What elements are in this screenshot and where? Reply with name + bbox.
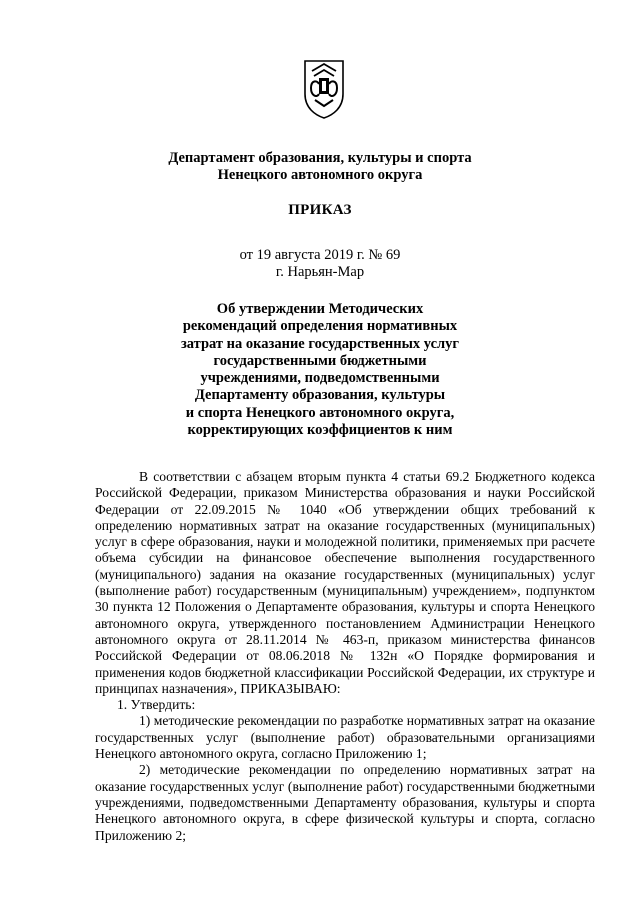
department-line-2: Ненецкого автономного округа xyxy=(217,167,423,183)
item-1-1: 1) методические рекомендации по разработке нормативных затрат на оказание государственных услуг (выполнение работ) образовательными организациями Ненецкого автономного округа, согласно Приложению 1; xyxy=(95,713,595,762)
document-type: ПРИКАЗ xyxy=(288,202,352,218)
item-1-2: 2) методические рекомендации по определению нормативных затрат на оказание государственных услуг (выполнение работ) государственными бюджетными учреждениями, подведомственными Департаменту образования, культуры и спорта Ненецкого автономного округа, в сфере физической культуры и спорта, согласно Приложению 2; xyxy=(95,762,595,843)
subject-line: государственными бюджетными xyxy=(213,352,427,369)
date-line: от 19 августа 2019 г. № 69 xyxy=(239,247,401,263)
place-line: г. Нарьян-Мар xyxy=(275,264,365,280)
preamble-paragraph: В соответствии с абзацем вторым пункта 4 статьи 69.2 Бюджетного кодекса Российской Федерации, приказом Министерства образования и науки Российской Федерации от 22.09.2015 № 1040 «Об утверждении общих требований к определению нормативных затрат на оказание государственных (муниципальных) услуг в сфере образования, науки и молодежной политики, применяемых при расчете объема субсидии на финансовое обеспечение выполнения государственного (муниципального) задания на оказание государственных (муниципальных) услуг (выполнение работ) государственным (муниципальным) учреждением», подпунктом 30 пункта 12 Положения о Департаменте образования, культуры и спорта Ненецкого автономного округа, утвержденного постановлением Администрации Ненецкого автономного округа от 28.11.2014 № 463-п, приказом министерства финансов Российской Федерации от 08.06.2018 № 132н «О Порядке формирования и применения кодов бюджетной классификации Российской Федерации, их структуре и принципах назначения», ПРИКАЗЫВАЮ: xyxy=(95,469,595,696)
subject-line: Департаменту образования, культуры xyxy=(194,387,446,404)
subject-line: корректирующих коэффициентов к ним xyxy=(187,422,453,439)
item-1: 1. Утвердить: xyxy=(117,697,196,713)
subject-line: рекомендаций определения нормативных xyxy=(182,318,458,335)
subject-line: учреждениями, подведомственными xyxy=(200,370,440,387)
subject-line: Об утверждении Методических xyxy=(216,301,424,317)
coat-of-arms-icon xyxy=(301,58,347,120)
order-body xyxy=(95,469,595,844)
date-block xyxy=(60,247,580,281)
department-name xyxy=(60,150,580,184)
subject-line: и спорта Ненецкого автономного округа, xyxy=(185,404,455,421)
subject-line: затрат на оказание государственных услуг xyxy=(180,335,460,352)
subject-title xyxy=(60,301,580,439)
department-line-1: Департамент образования, культуры и спорта xyxy=(168,150,472,166)
